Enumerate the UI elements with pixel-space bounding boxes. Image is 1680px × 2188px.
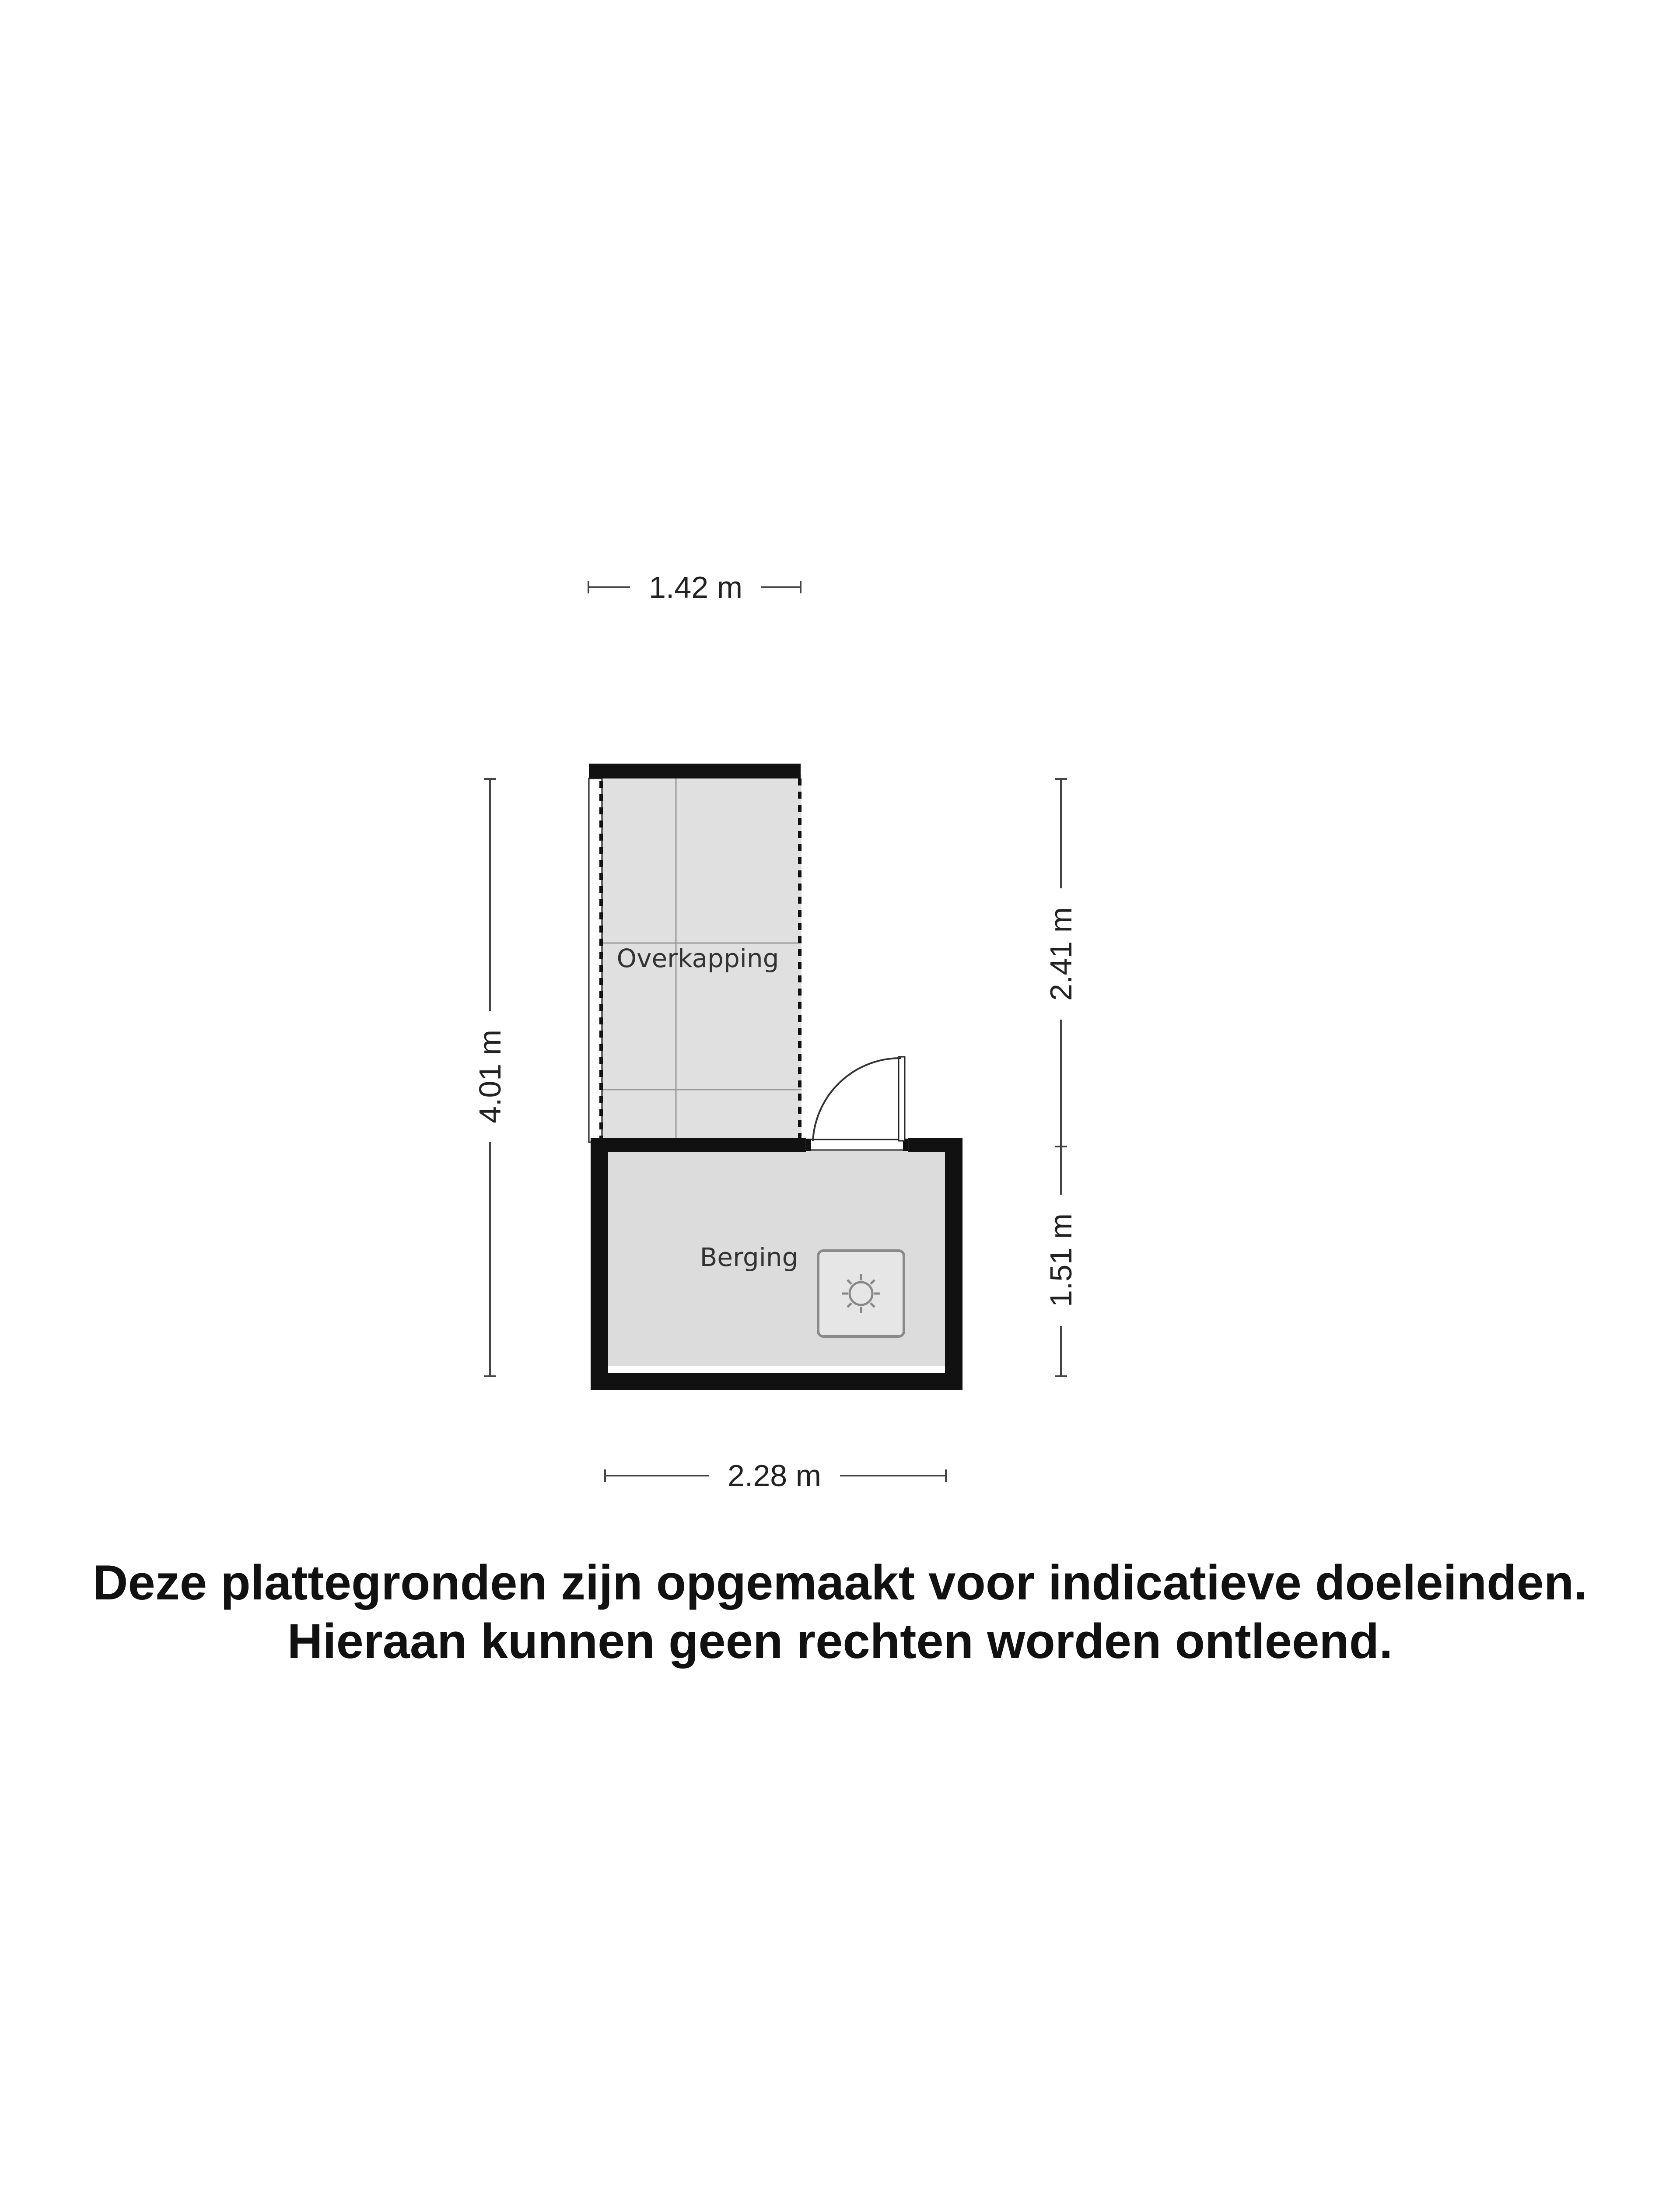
door-threshold <box>806 1140 908 1150</box>
overkapping-top-wall <box>589 764 801 778</box>
dimension-left-height: 4.01 m <box>473 1030 507 1123</box>
dimension-right-upper-height: 2.41 m <box>1044 907 1078 1001</box>
berging-wall-left <box>591 1138 608 1390</box>
dimension-right-lower-height: 1.51 m <box>1044 1213 1078 1307</box>
disclaimer-line-2: Hieraan kunnen geen rechten worden ontleend. <box>287 1614 1393 1669</box>
berging-wall-top-left <box>591 1138 806 1152</box>
dimension-top-width: 1.42 m <box>649 570 742 604</box>
room-label-overkapping: Overkapping <box>616 943 779 973</box>
berging-wall-right <box>945 1138 962 1390</box>
disclaimer-line-1: Deze plattegronden zijn opgemaakt voor indicatieve doeleinden. <box>92 1555 1588 1610</box>
berging-wall-bottom <box>591 1373 962 1390</box>
berging-wall-top-right <box>908 1138 962 1152</box>
overkapping-area <box>589 764 802 1142</box>
dimension-bottom-width: 2.28 m <box>728 1459 821 1493</box>
room-label-berging: Berging <box>700 1242 798 1272</box>
door-leaf <box>899 1057 905 1141</box>
door-swing-arc <box>813 1058 901 1141</box>
appliance-box <box>818 1251 904 1336</box>
door-jamb-left <box>806 1139 811 1151</box>
